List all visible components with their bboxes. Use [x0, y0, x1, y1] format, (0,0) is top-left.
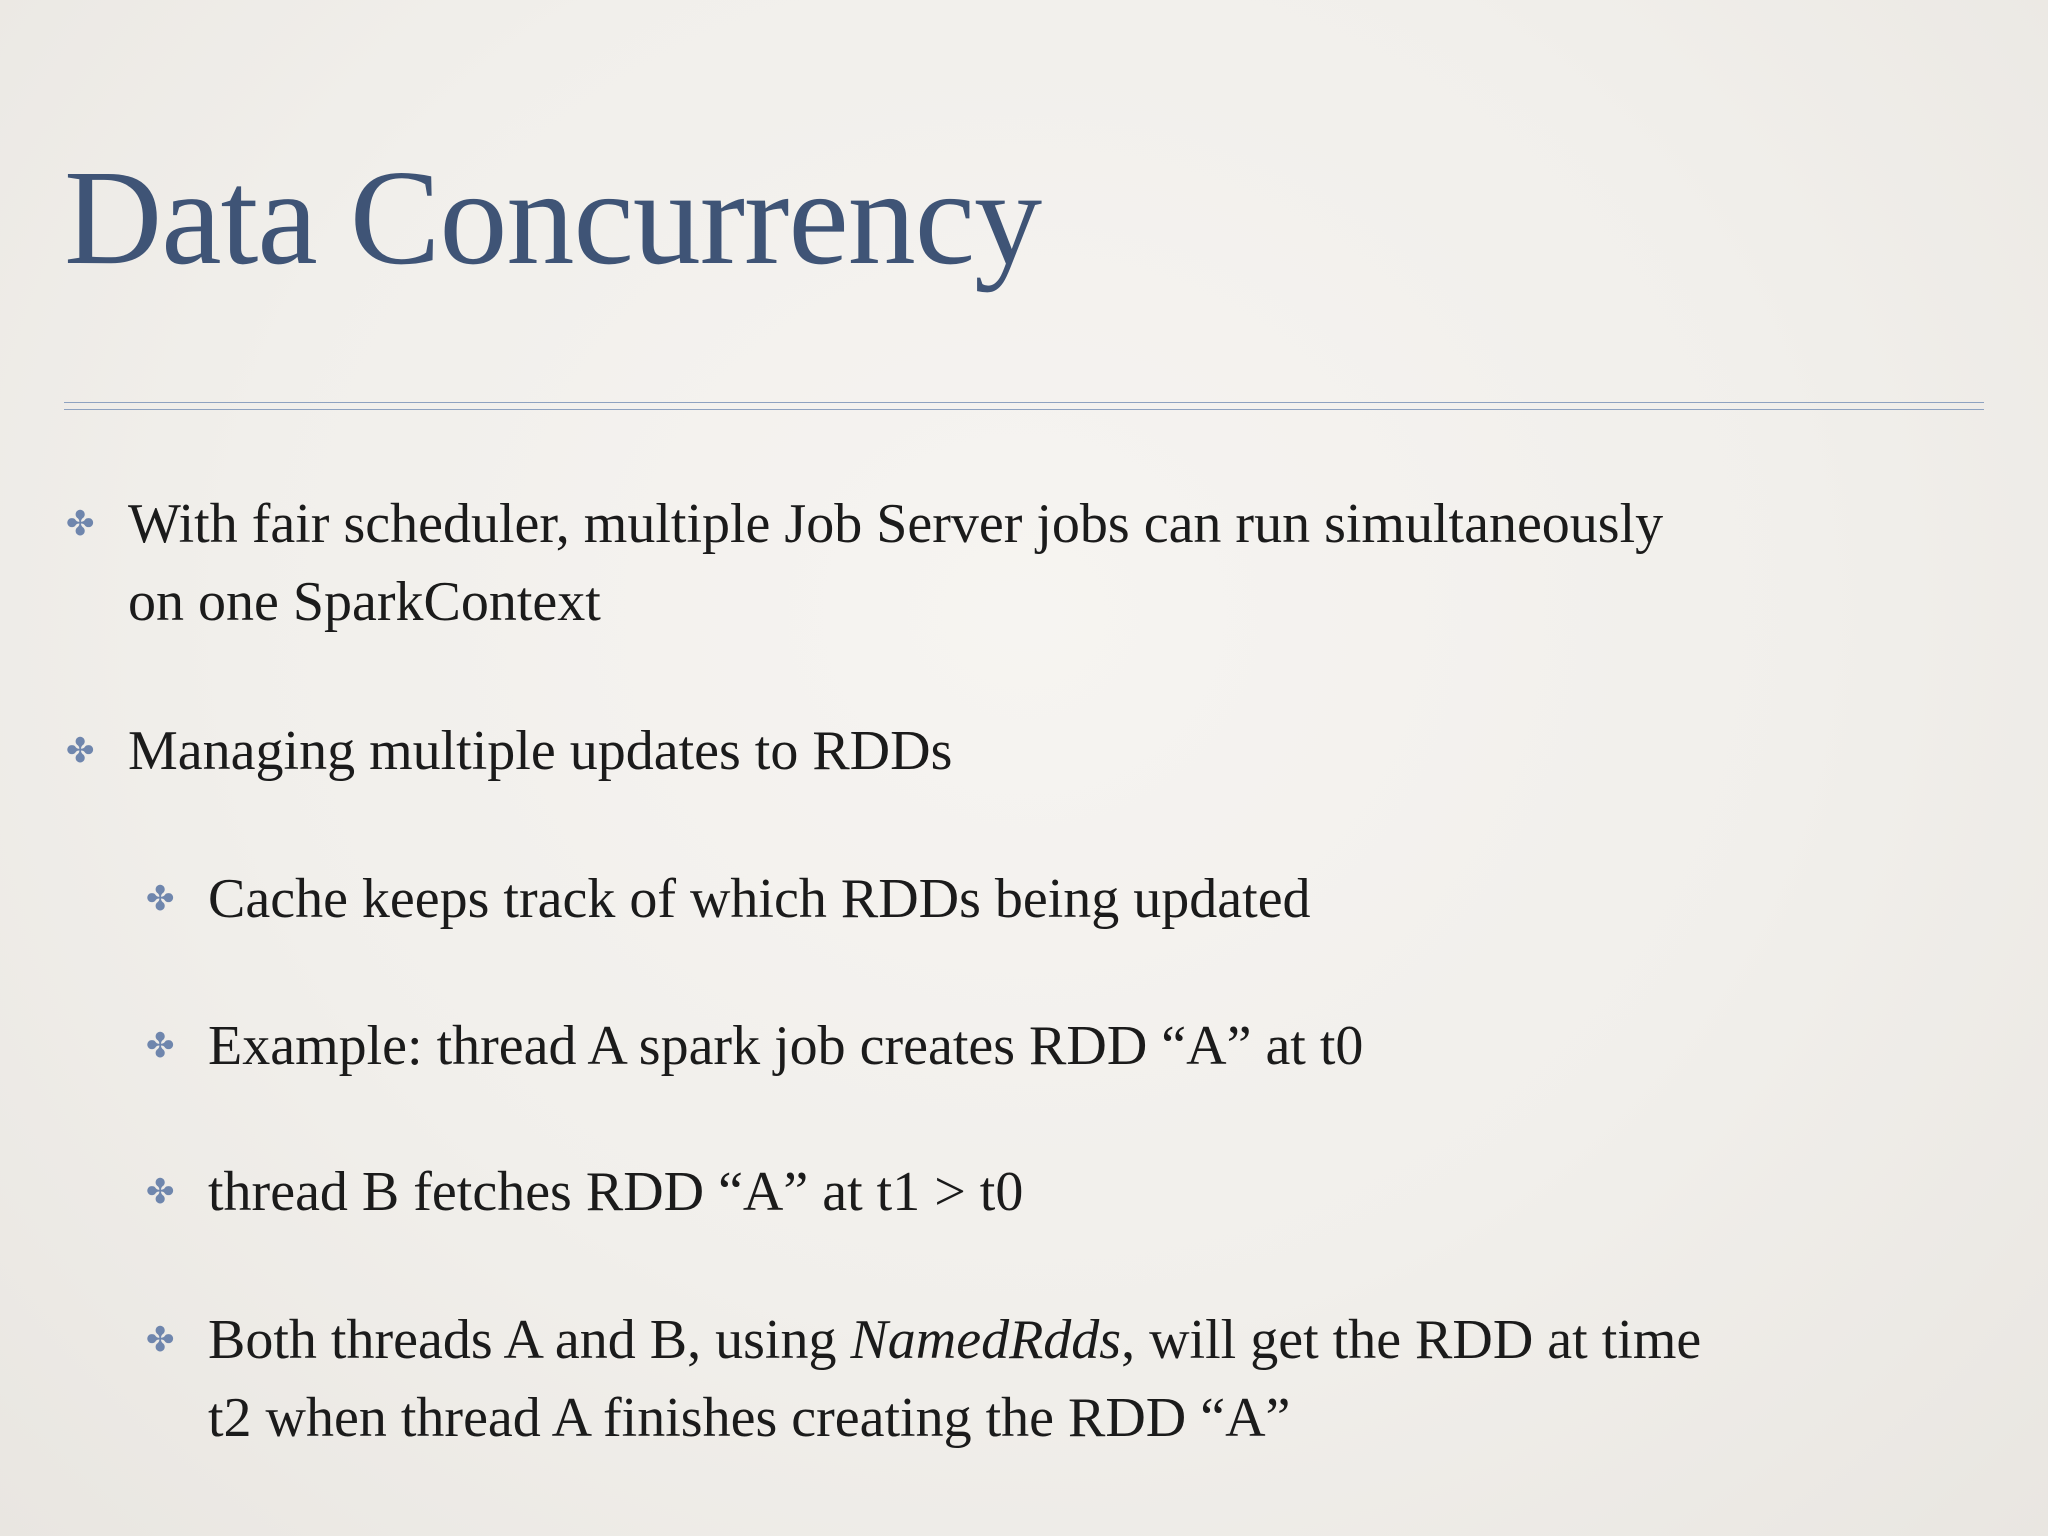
bullet-marker-icon: ✤ [66, 504, 95, 544]
slide-title: Data Concurrency [64, 143, 1042, 293]
sub-bullet-text-continuation: t2 when thread A finishes creating the RDD “A” [208, 1387, 1291, 1449]
bullet-text: With fair scheduler, multiple Job Server jobs can run simultaneously [128, 493, 1664, 555]
sub-bullet-text: thread B fetches RDD “A” at t1 > t0 [208, 1161, 1024, 1223]
bullet-text: Managing multiple updates to RDDs [128, 720, 953, 782]
sub-bullet-text-part: , will get the RDD at time [1121, 1309, 1702, 1371]
sub-bullet-text [208, 1301, 1701, 1379]
named-rdds-term: NamedRdds [850, 1309, 1122, 1371]
sub-bullet-text-part: Both threads A and B, using [208, 1309, 851, 1371]
sub-bullet-marker-icon: ✤ [146, 1320, 175, 1360]
sub-bullet-text: Cache keeps track of which RDDs being updated [208, 868, 1311, 930]
bullet-text-continuation: on one SparkContext [128, 571, 601, 633]
title-divider [64, 402, 1984, 410]
sub-bullet-marker-icon: ✤ [146, 1172, 175, 1212]
sub-bullet-marker-icon: ✤ [146, 1026, 175, 1066]
bullet-marker-icon: ✤ [66, 731, 95, 771]
sub-bullet-marker-icon: ✤ [146, 879, 175, 919]
sub-bullet-text: Example: thread A spark job creates RDD “A” at t0 [208, 1015, 1364, 1077]
